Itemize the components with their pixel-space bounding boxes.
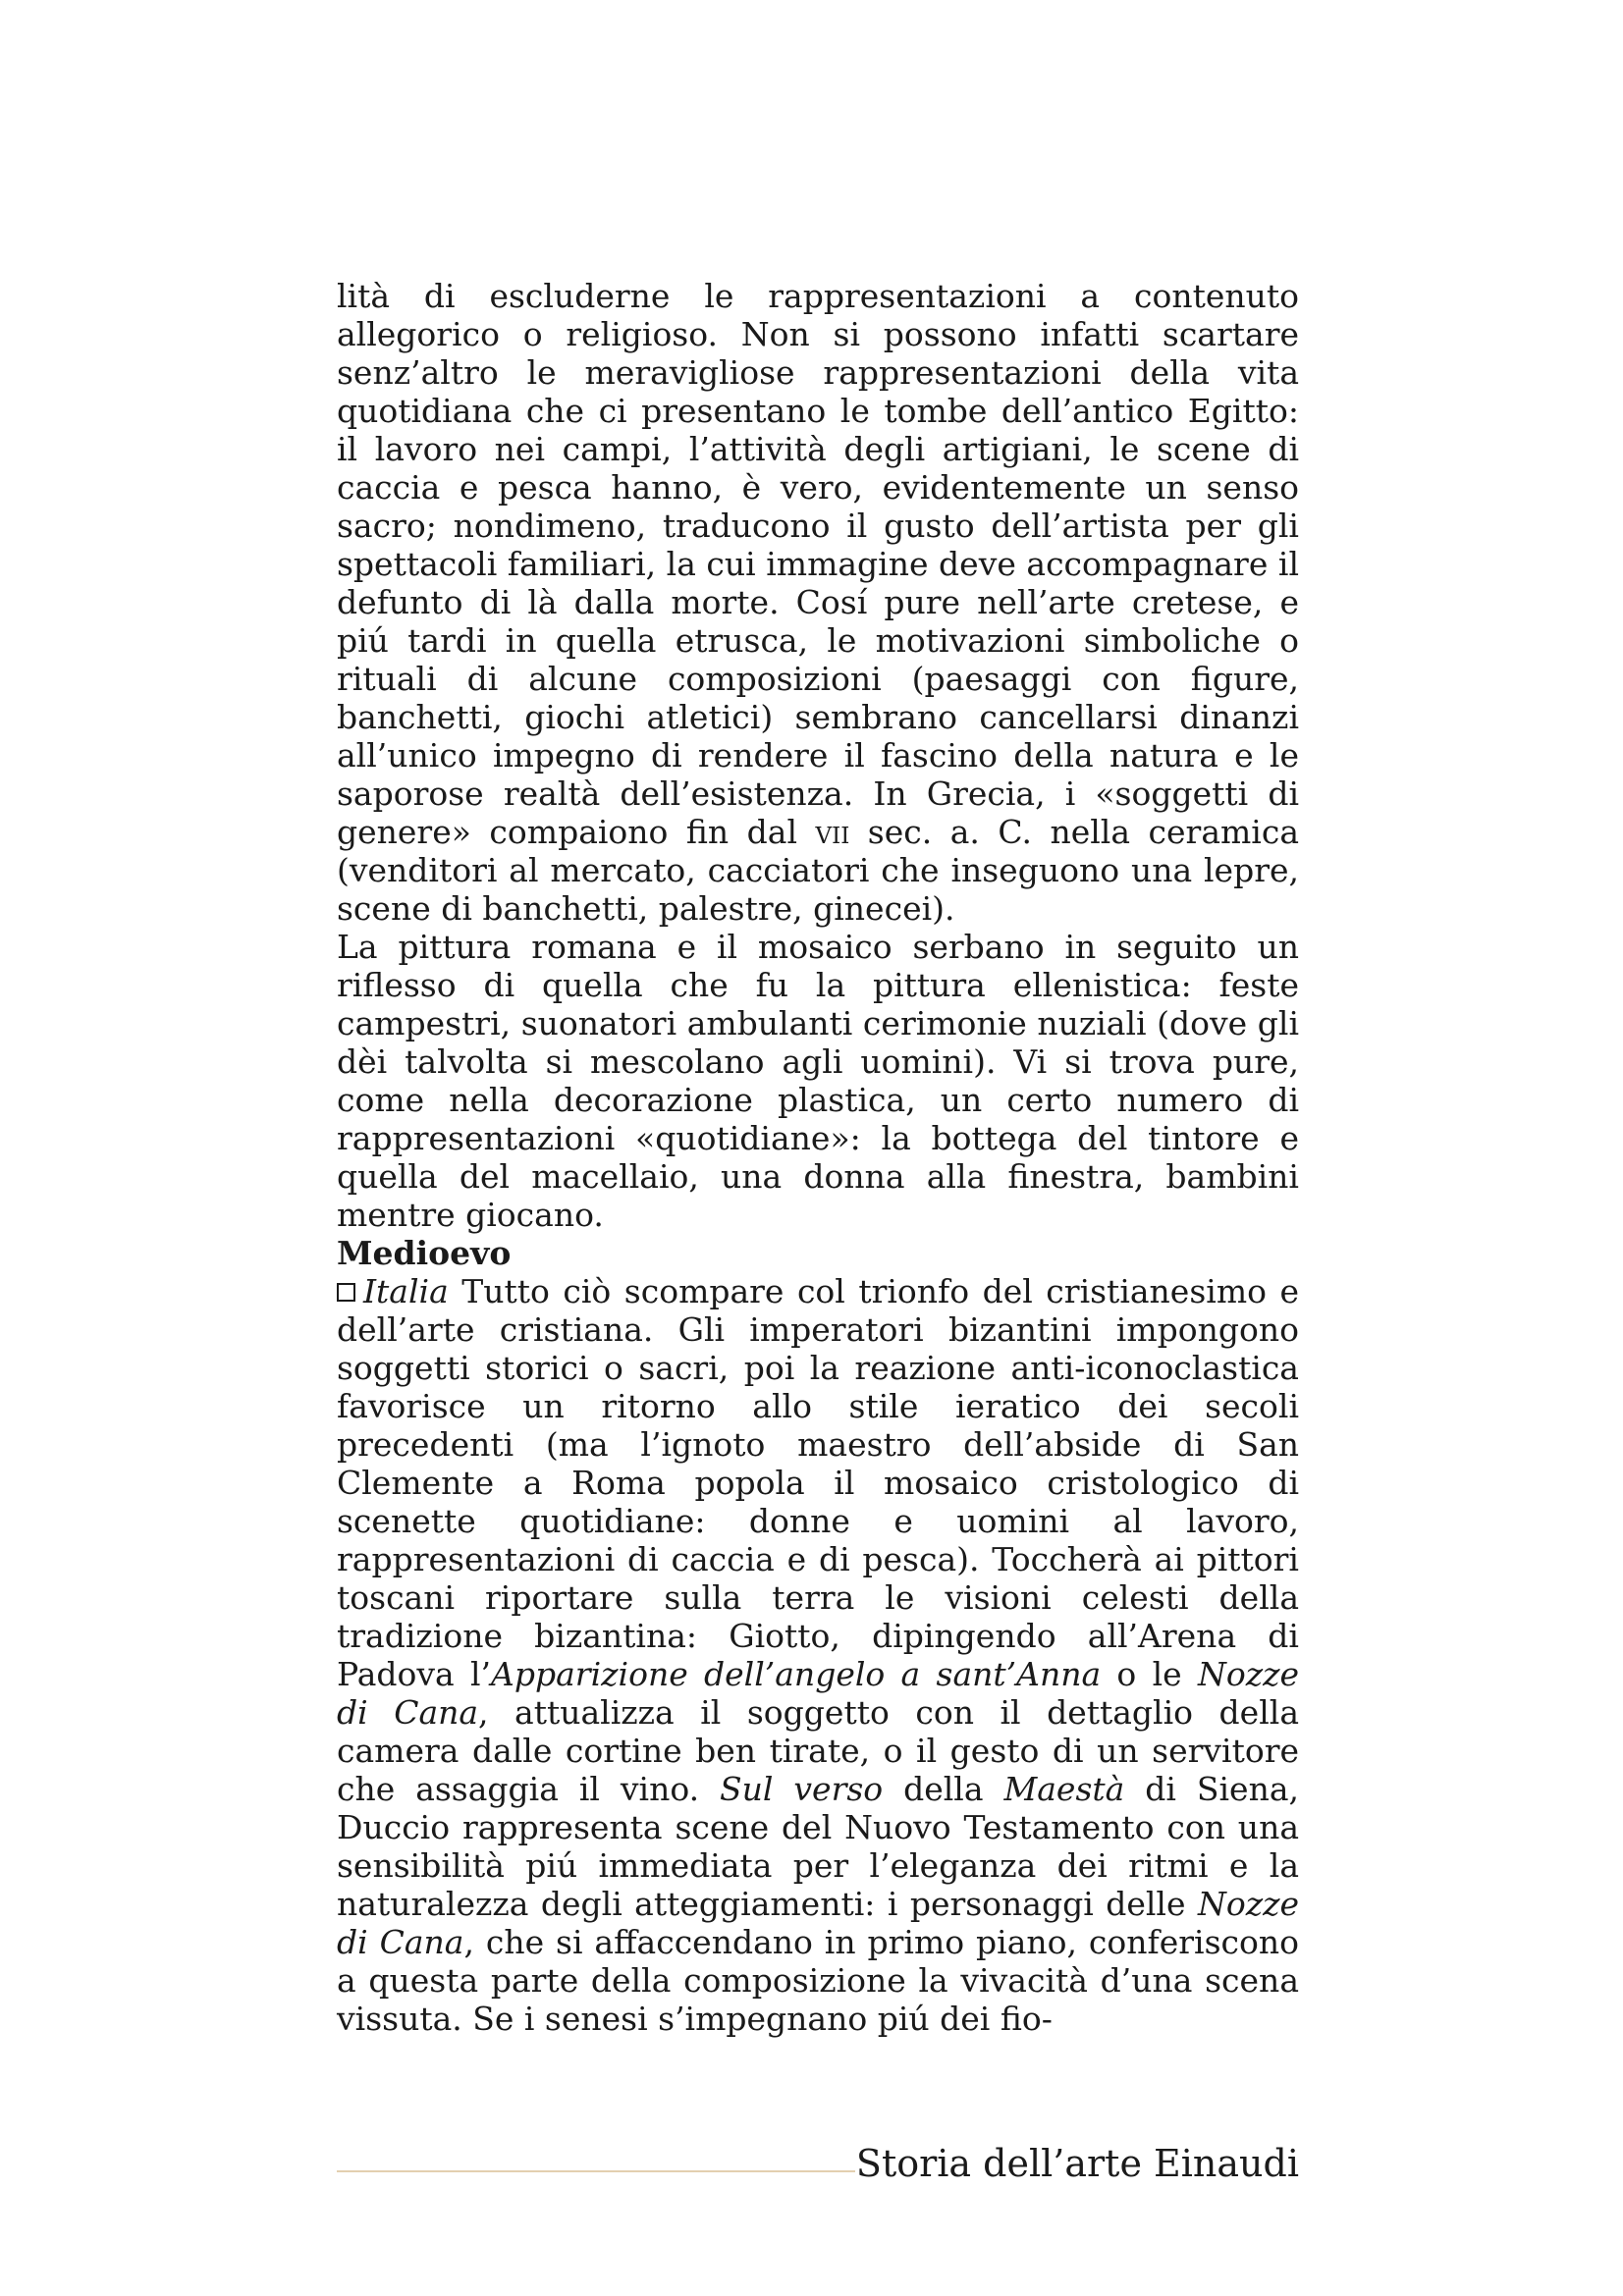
paragraph-ancient-art — [337, 277, 1299, 928]
footer-title: Storia dell’arte Einaudi — [855, 2142, 1299, 2185]
emphasis-text: Sul verso — [720, 1770, 884, 1808]
paragraph-text: di Siena, Duccio rappresenta scene del Nuovo Testamento con una sensibilità piú immediata per l’eleganza dei ritmi e la naturalezza degli atteggiamenti: i personaggi delle — [337, 1770, 1299, 1923]
century-numeral: vii — [815, 813, 850, 851]
paragraph-text: o le — [1101, 1655, 1198, 1693]
paragraph-text: Tutto ciò scompare col trionfo del cristianesimo e dell’arte cristiana. Gli imperatori bizantini impongono soggetti storici o sacri, poi la reazione anti-iconoclastica favorisce un ritorno allo stile ieratico dei secoli precedenti (ma l’ignoto maestro dell’abside di San Clemente a Roma popola il mosaico cristologico di scenette quotidiane: donne e uomini al lavoro, rappresentazioni di caccia e di pesca). Toccherà ai pittori toscani riportare sulla terra le visioni celesti della tradizione bizantina: Giotto, dipingendo all’Arena di Padova l’ — [337, 1272, 1299, 1693]
region-label: Italia — [363, 1272, 449, 1310]
paragraph-text: , attualizza il soggetto con il dettaglio della camera dalle cortine ben tirate, o il gesto di un servitore che assaggia il vino. — [337, 1693, 1299, 1808]
artwork-title: Nozze di Cana — [337, 1885, 1299, 1961]
paragraph-text: sec. a. C. nella ceramica (venditori al mercato, cacciatori che inseguono una lepre, scene di banchetti, palestre, ginecei). — [337, 813, 1299, 928]
artwork-title: Nozze di Cana — [337, 1655, 1299, 1732]
square-bullet-icon — [337, 1283, 355, 1302]
artwork-title: Maestà — [1003, 1770, 1125, 1808]
body-text — [337, 277, 1299, 2038]
artwork-title: Apparizione dell’angelo a sant’Anna — [491, 1655, 1102, 1693]
footer-rule — [337, 2170, 855, 2172]
paragraph-text: lità di escluderne le rappresentazioni a contenuto allegorico o religioso. Non si possono infatti scartare senz’altro le meravigliose rappresentazioni della vita quotidiana che ci presentano le tombe dell’antico Egitto: il lavoro nei campi, l’attività degli artigiani, le scene di caccia e pesca hanno, è vero, evidentemente un senso sacro; nondimeno, traducono il gusto dell’artista per gli spettacoli familiari, la cui immagine deve accompagnare il defunto di là dalla morte. Cosí pure nell’arte cretese, e piú tardi in quella etrusca, le motivazioni simboliche o rituali di alcune composizioni (paesaggi con figure, banchetti, giochi atletici) sembrano cancellarsi dinanzi all’unico impegno di rendere il fascino della natura e le saporose realtà dell’esistenza. In Grecia, i «soggetti di genere» compaiono fin dal — [337, 277, 1299, 851]
section-heading: Medioevo — [337, 1234, 512, 1272]
paragraph-text: , che si affaccendano in primo piano, conferiscono a questa parte della composizione la vivacità d’una scena vissuta. Se i senesi s’impegnano piú dei fio- — [337, 1923, 1299, 2038]
paragraph-roman-painting: La pittura romana e il mosaico serbano in seguito un riflesso di quella che fu la pittura ellenistica: feste campestri, suonatori ambulanti cerimonie nuziali (dove gli dèi talvolta si mescolano agli uomini). Vi si trova pure, come nella decorazione plastica, un certo numero di rappresentazioni «quotidiane»: la bottega del tintore e quella del macellaio, una donna alla finestra, bambini mentre giocano. — [337, 928, 1299, 1234]
paragraph-text: della — [883, 1770, 1004, 1808]
paragraph-medieval-italy — [337, 1272, 1299, 2038]
